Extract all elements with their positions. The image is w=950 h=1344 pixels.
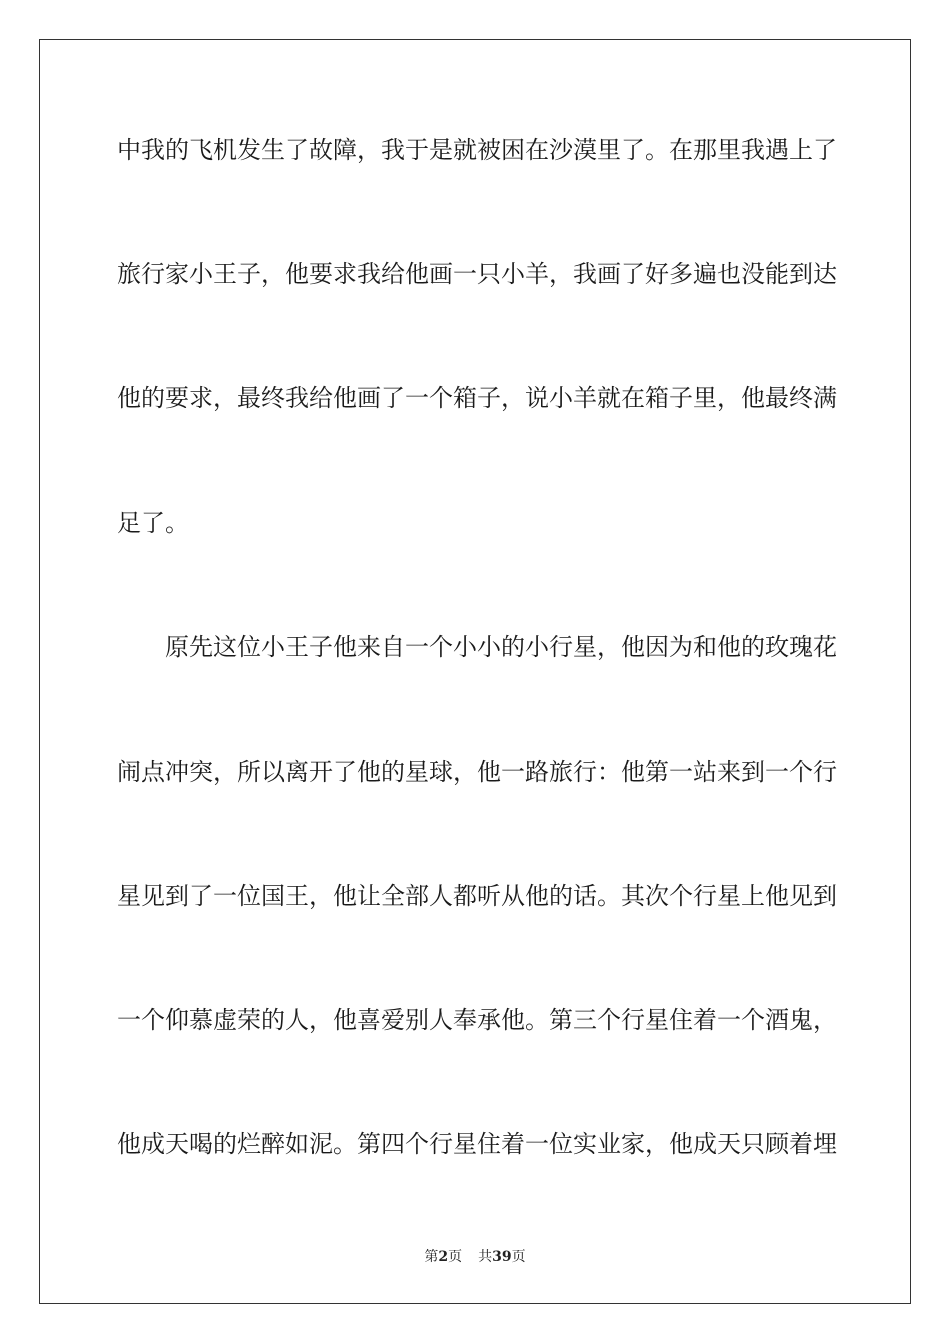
paragraph-first-line: 原先这位小王子他来自一个小小的小行星，他因为和他的玫瑰花 [165, 633, 837, 661]
body-text-line: 中我的飞机发生了故障，我于是就被困在沙漠里了。在那里我遇上了 [117, 136, 837, 164]
body-text-line: 星见到了一位国王，他让全部人都听从他的话。其次个行星上他见到 [117, 882, 837, 910]
body-text-line: 他成天喝的烂醉如泥。第四个行星住着一位实业家，他成天只顾着埋 [117, 1130, 837, 1158]
page-footer [0, 1247, 950, 1267]
total-label-suffix: 页 [511, 1249, 526, 1265]
page-border [39, 39, 911, 1304]
total-page-count: 39 [492, 1249, 512, 1265]
page-label-suffix: 页 [448, 1249, 463, 1265]
body-text-line: 一个仰慕虚荣的人，他喜爱别人奉承他。第三个行星住着一个酒鬼， [117, 1006, 837, 1034]
total-label-prefix: 共 [478, 1249, 493, 1265]
body-text-line: 旅行家小王子，他要求我给他画一只小羊，我画了好多遍也没能到达 [117, 260, 837, 288]
page-label-prefix: 第 [424, 1249, 439, 1265]
body-text-line: 他的要求，最终我给他画了一个箱子，说小羊就在箱子里，他最终满 [117, 384, 837, 412]
body-text-line: 足了。 [117, 509, 189, 537]
current-page-number: 2 [438, 1249, 449, 1265]
body-text-line: 闹点冲突，所以离开了他的星球，他一路旅行：他第一站来到一个行 [117, 758, 837, 786]
